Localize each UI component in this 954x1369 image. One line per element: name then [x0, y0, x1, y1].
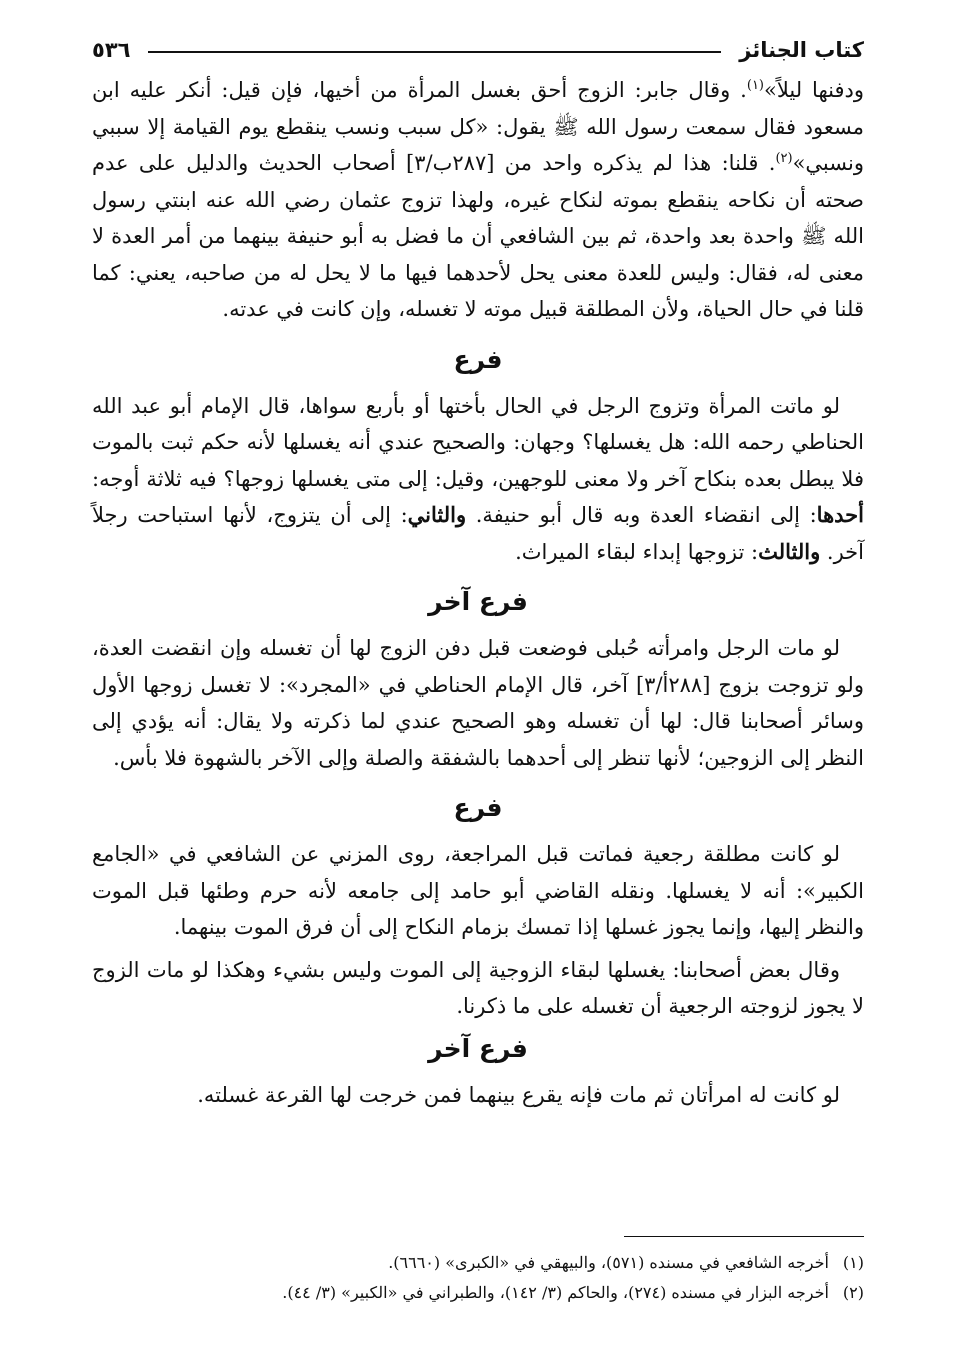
footnote-separator [624, 1236, 864, 1237]
paragraph-2 [92, 388, 864, 571]
paragraph-2-text-b: : إلى انقضاء العدة وبه قال أبو حنيفة. [466, 503, 817, 527]
keyword-first: أحدها [816, 502, 864, 527]
running-header [92, 30, 864, 70]
paragraph-5: وقال بعض أصحابنا: يغسلها لبقاء الزوجية إلى الموت وليس بشيء وهكذا لو مات الزوج لا يجوز لزوجته الرجعية أن تغسله على ما ذكرنا. [92, 957, 864, 1018]
paragraph-4: لو كانت مطلقة رجعية فماتت قبل المراجعة، روى المزني عن الشافعي في «الجامع الكبير»: أنه لا يغسلها. ونقله القاضي أبو حامد إلى جامعه لأنه حرم وطئها قبل الموت والنظر إليها، وإنما يجوز غسلها إذا تمسك بزمام النكاح إلى أن فرق الموت بينهما. [92, 842, 864, 939]
paragraph-2-text-a: لو ماتت المرأة وتزوج الرجل في الحال بأختها أو بأربع سواها، قال الإمام أبو عبد الله الحناطي رحمه الله: هل يغسلها؟ وجهان: والصحيح عندي أنه يغسلها لأنه حكم ثبت بالموت فلا يبطل بعده بنكاح آخر ولا معنى للوجهين، وقيل: إلى متى يغسلها زوجها؟ فيه ثلاثة أوجه: [92, 393, 864, 491]
paragraph-1 [92, 72, 864, 328]
paragraph-2-text-c: : إلى أن يتزوج، لأنها استباحت رجلاً آخر. [92, 503, 864, 564]
section-heading-3: فرع [453, 793, 503, 822]
section-heading-1: فرع [453, 344, 503, 374]
footnote-text: أخرجه البزار في مسنده (٢٧٤)، والحاكم (٣/ ١٤٢)، والطبراني في «الكبير» (٣/ ٤٤). [282, 1283, 829, 1302]
paragraph-6: لو كانت له امرأتان ثم مات فإنه يقرع بينهما فمن خرجت لها القرعة غسلته. [197, 1082, 840, 1107]
paragraph-1-text-b: . وقال جابر: الزوج أحق بغسل المرأة من أخيها، فإن قيل: أنكر عليه ابن مسعود فقال سمعت رسول الله ﷺ يقول: «كل سبب ونسب ينقطع يوم القيامة إلا سببي ونسبي» [92, 78, 864, 175]
paragraph-3: لو مات الرجل وامرأته حُبلى فوضعت قبل دفن الزوج لها أن تغسله وإن انقضت العدة، ولو تزوجت بزوج [٢٨٨أ/٣] آخر، قال الإمام الحناطي في «المجرد»: لا تغسل زوجها الأول وسائر أصحابنا قال: لها أن تغسله وهو الصحيح عندي لما ذكرته ولا يقال: أنه يؤدي إلى النظر إلى الزوجين؛ لأنها تنظر إلى أحدهما بالشفقة والصلة وإلى الآخر بالشهوة فلا بأس. [92, 636, 864, 770]
footnote-number: (٢) [842, 1283, 864, 1302]
paragraph-1-text-a: ودفنها ليلاً» [764, 78, 864, 102]
keyword-third: والثالث [758, 538, 821, 564]
footnote-number: (١) [842, 1253, 864, 1272]
page-number: ٥٣٦ [92, 38, 131, 62]
keyword-second: والثاني [407, 502, 467, 527]
paragraph-2-text-d: : تزوجها إبداء لبقاء الميراث. [515, 539, 759, 564]
footnote-2 [92, 1278, 864, 1308]
book-title: كتاب الجنائز [739, 38, 864, 62]
paragraph-1-text-c: . قلنا: هذا لم يذكره واحد من [٢٨٧ب/٣] أصحاب الحديث والدليل على عدم صحته أن نكاحه ينقطع بموته لنكاح غيره، ولهذا تزوج عثمان رضي الله عنه ابنتي رسول الله ﷺ واحدة بعد واحدة، ثم بين الشافعي أن ما فضل به أبو حنيفة بينهما من أمر العدة لا معنى له، فقال: وليس للعدة معنى يحل لأحدهما فيها ما لا يحل له من صاحبه، يعني: كما قلنا في حال الحياة، ولأن المطلقة قبيل موته لا تغسله، وإن كانت في عدته. [92, 151, 864, 321]
section-heading-2: فرع آخر [428, 587, 528, 616]
section-heading-4: فرع آخر [428, 1033, 528, 1063]
footnote-text: أخرجه الشافعي في مسنده (٥٧١)، والبيهقي في «الكبرى» (٦٦٦٠). [388, 1253, 829, 1272]
header-rule [148, 51, 721, 53]
footnotes [92, 1248, 864, 1308]
footnote-ref-1: (١) [746, 78, 764, 93]
footnote-ref-2: (٢) [775, 151, 793, 166]
footnote-1 [92, 1248, 864, 1278]
